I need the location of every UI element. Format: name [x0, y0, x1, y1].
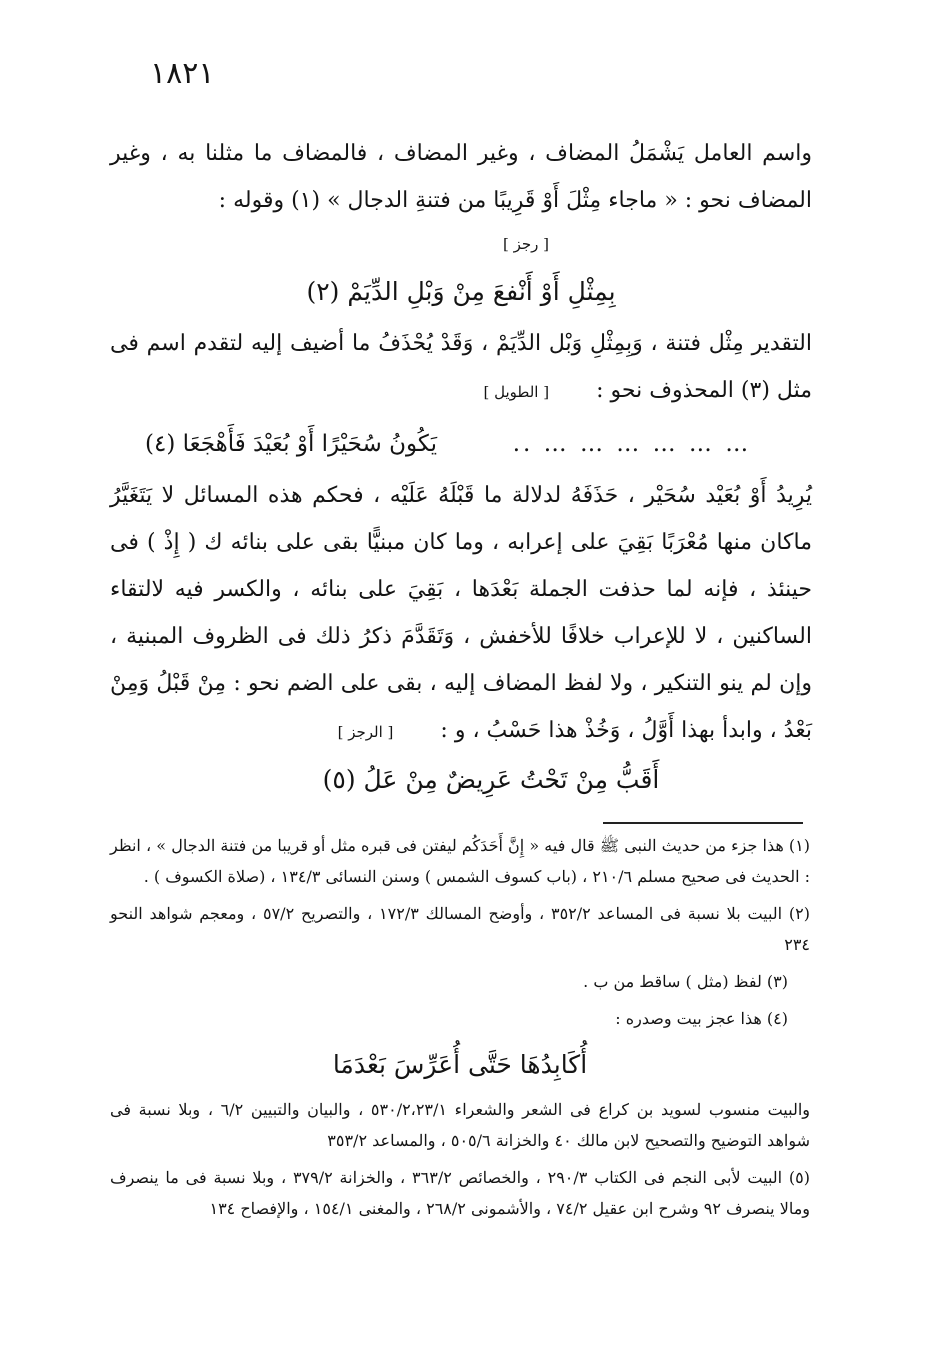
paragraph-3	[110, 472, 812, 756]
meter-label-rajaz-2: [ الرجز ]	[337, 723, 394, 741]
meter-label-tawil: [ الطويل ]	[483, 383, 550, 401]
page-number: ١٨٢١	[150, 56, 215, 91]
paragraph-2-text: التقدير مِثْل فتنة ، وَبِمِثْلِ وَبْل الدِّيَمْ ، وَقَدْ يُحْذَفُ ما أضيف إليه لتقدم اسم فى مثل (٣) المحذوف نحو :	[110, 331, 812, 403]
footnote-separator	[603, 822, 803, 824]
footnote-1: (١) هذا جزء من حديث النبى ﷺ قال فيه « إِنَّ أَحَدَكُم ليفتن فى قبره مثل أو قريبا من فتنة الدجال » ، انظر : الحديث فى صحيح مسلم ٢١٠/٦ ، (باب كسوف الشمس ) وسنن النسائى ١٣٤/٣ ، (صلاة الكسوف ) .	[110, 836, 810, 886]
verse-2	[110, 416, 812, 472]
footnotes	[110, 830, 810, 1230]
footnote-4-verse: أُكَابِدُهَا حَتَّى أُعَرِّسَ بَعْدَمَا	[332, 1050, 588, 1079]
paragraph-3-text: يُرِيدُ أَوْ بُعَيْد سُحَيْر ، حَذَفَهُ لدلالة ما قَبْلَهُ عَلَيْه ، فحكم هذه المسائل لا يَتَغَيَّرُ ماكان منها مُعْرَبًا بَقِيَ على إعرابه ، وما كان مبنيًّا بقى على بنائه ك ( إِذْ ) فى حينئذ ، فإنه لما حذفت الجملة بَعْدَها ، بَقِيَ على بنائه ، والكسر فيه لالتقاء الساكنين ، لا للإعراب خلافًا للأخفش ، وَتَقَدَّمَ ذكرُ ذلك فى الظروف المبنية ، وإن لم ينو التنكير ، ولا لفظ المضاف إليه ، بقى على الضم نحو : مِنْ قَبْلُ وَمِنْ بَعْدُ ، وابدأ بهذا أَوَّلُ ، وَخُذْ هذا حَسْبُ ، و :	[110, 483, 812, 743]
footnote-4: (٤) هذا عجز بيت وصدره :	[615, 1009, 788, 1028]
footnote-4-source: والبيت منسوب لسويد بن كراع فى الشعر والشعراء ٥٣٠/٢،٢٣/١ ، والبيان والتبيين ٦/٢ ، وبلا نسبة فى شواهد التوضيح والتصحيح لابن مالك ٤٠ والخزانة ٥٠٥/٦ ، والمساعد ٣٥٣/٢	[110, 1100, 810, 1150]
footnote-3: (٣) لفظ (مثل ) ساقط من ب .	[583, 972, 788, 991]
verse-3: أَقَبُّ مِنْ تَحْتُ عَرِيضٌ مِنْ عَلُ (٥)	[322, 765, 660, 794]
meter-label-rajaz: [ رجز ]	[502, 235, 550, 253]
footnote-5: (٥) البيت لأبى النجم فى الكتاب ٢٩٠/٣ ، والخصائص ٣٦٣/٢ ، والخزانة ٣٧٩/٢ ، وبلا نسبة فى ما ينصرف ومالا ينصرف ٩٢ وشرح ابن عقيل ٧٤/٢ ، والأشمونى ٢٦٨/٢ ، والمغنى ١٥٤/١ ، والإفصاح ١٣٤	[110, 1168, 811, 1218]
verse-2-omitted-half: … … … … … … ..	[512, 431, 752, 457]
paragraph-1: واسم العامل يَشْمَلُ المضاف ، وغير المضاف ، فالمضاف ما مثلنا به ، وغير المضاف نحو : « ماجاء مِثْلَ أَوْ قَرِيبًا من فتنةِ الدجال » (١) وقوله :	[110, 141, 812, 213]
verse-2-half: يَكُونُ سُحَيْرًا أَوْ بُعَيْدَ فَأَهْجَعَا (٤)	[145, 431, 437, 457]
paragraph-2	[110, 320, 812, 416]
footnote-2: (٢) البيت بلا نسبة فى المساعد ٣٥٢/٢ ، وأوضح المسالك ١٧٢/٣ ، والتصريح ٥٧/٢ ، ومعجم شواهد النحو ٢٣٤	[110, 904, 810, 954]
verse-1: بِمِثْلِ أَوْ أَنْفعَ مِنْ وَبْلِ الدِّيَمْ (٢)	[306, 277, 616, 306]
main-text	[110, 130, 812, 804]
